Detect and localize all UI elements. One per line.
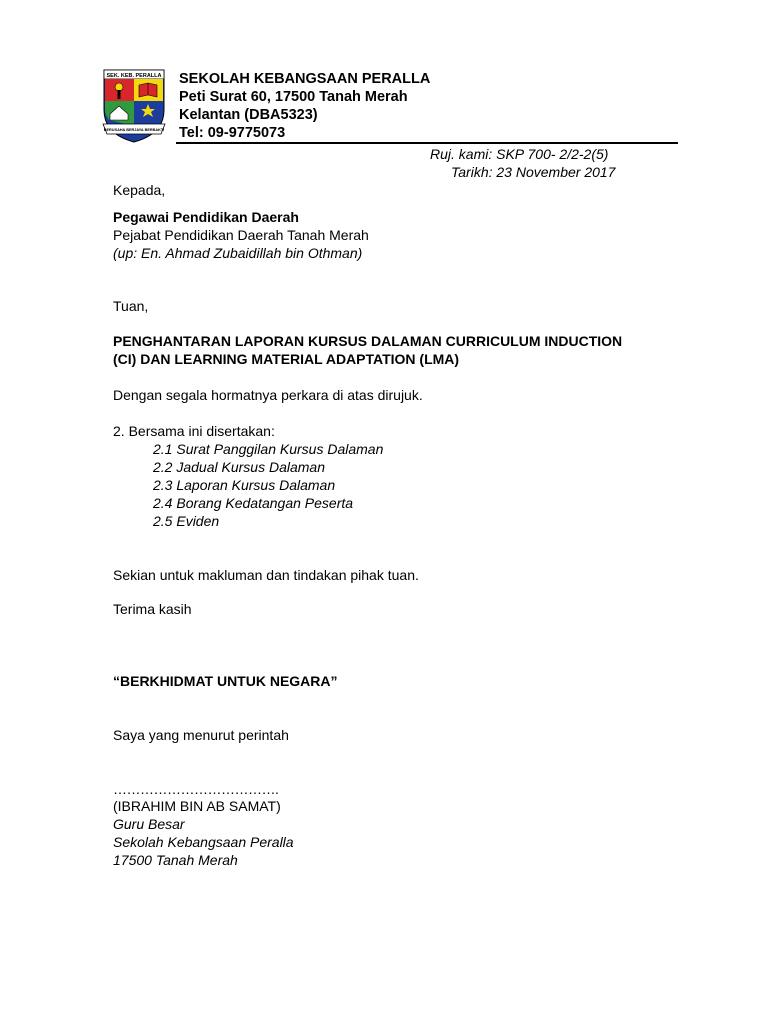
thanks: Terima kasih — [113, 601, 192, 617]
attachment-item: 2.3 Laporan Kursus Dalaman — [153, 477, 336, 493]
reference-number: Ruj. kami: SKP 700- 2/2-2(5) — [430, 146, 609, 162]
closing-paragraph: Sekian untuk makluman dan tindakan pihak tuan. — [113, 567, 419, 583]
attachment-item: 2.5 Eviden — [153, 513, 220, 529]
letterhead-divider — [176, 142, 678, 144]
school-name: SEKOLAH KEBANGSAAN PERALLA — [179, 71, 431, 87]
crest-motto-text: BERUSAHA BERJAYA BERBAKTI — [103, 128, 165, 132]
attachment-item: 2.4 Borang Kedatangan Peserta — [153, 495, 354, 511]
school-address-line2: Kelantan (DBA5323) — [179, 107, 318, 123]
signatory-name: (IBRAHIM BIN AB SAMAT) — [113, 798, 281, 814]
school-telephone: Tel: 09-9775073 — [179, 125, 286, 141]
recipient-title: Pegawai Pendidikan Daerah — [113, 209, 299, 225]
letter-date: Tarikh: 23 November 2017 — [451, 164, 616, 180]
signature-dots: ………………………………. — [113, 781, 279, 797]
greeting: Tuan, — [113, 298, 149, 314]
school-address-line1: Peti Surat 60, 17500 Tanah Merah — [179, 89, 408, 105]
signature-intro: Saya yang menurut perintah — [113, 727, 289, 743]
attachment-item: 2.1 Surat Panggilan Kursus Dalaman — [153, 441, 384, 457]
body-paragraph-1: Dengan segala hormatnya perkara di atas dirujuk. — [113, 387, 423, 403]
recipient-salutation: Kepada, — [113, 182, 166, 198]
signatory-place: 17500 Tanah Merah — [113, 852, 238, 868]
body-paragraph-2-intro: 2. Bersama ini disertakan: — [113, 423, 275, 439]
subject-line2: (CI) DAN LEARNING MATERIAL ADAPTATION (LMA) — [113, 351, 460, 367]
signatory-school: Sekolah Kebangsaan Peralla — [113, 834, 294, 850]
subject-line1: PENGHANTARAN LAPORAN KURSUS DALAMAN CURRICULUM INDUCTION — [113, 333, 623, 349]
crest-banner-text: SEK. KEB. PERALLA — [106, 73, 162, 79]
school-crest-logo — [101, 64, 167, 144]
attachment-item: 2.2 Jadual Kursus Dalaman — [153, 459, 325, 475]
recipient-attention: (up: En. Ahmad Zubaidillah bin Othman) — [113, 245, 363, 261]
service-motto: “BERKHIDMAT UNTUK NEGARA” — [113, 673, 338, 689]
crest-torch-icon — [115, 83, 123, 91]
signatory-position: Guru Besar — [113, 816, 185, 832]
recipient-office: Pejabat Pendidikan Daerah Tanah Merah — [113, 227, 369, 243]
